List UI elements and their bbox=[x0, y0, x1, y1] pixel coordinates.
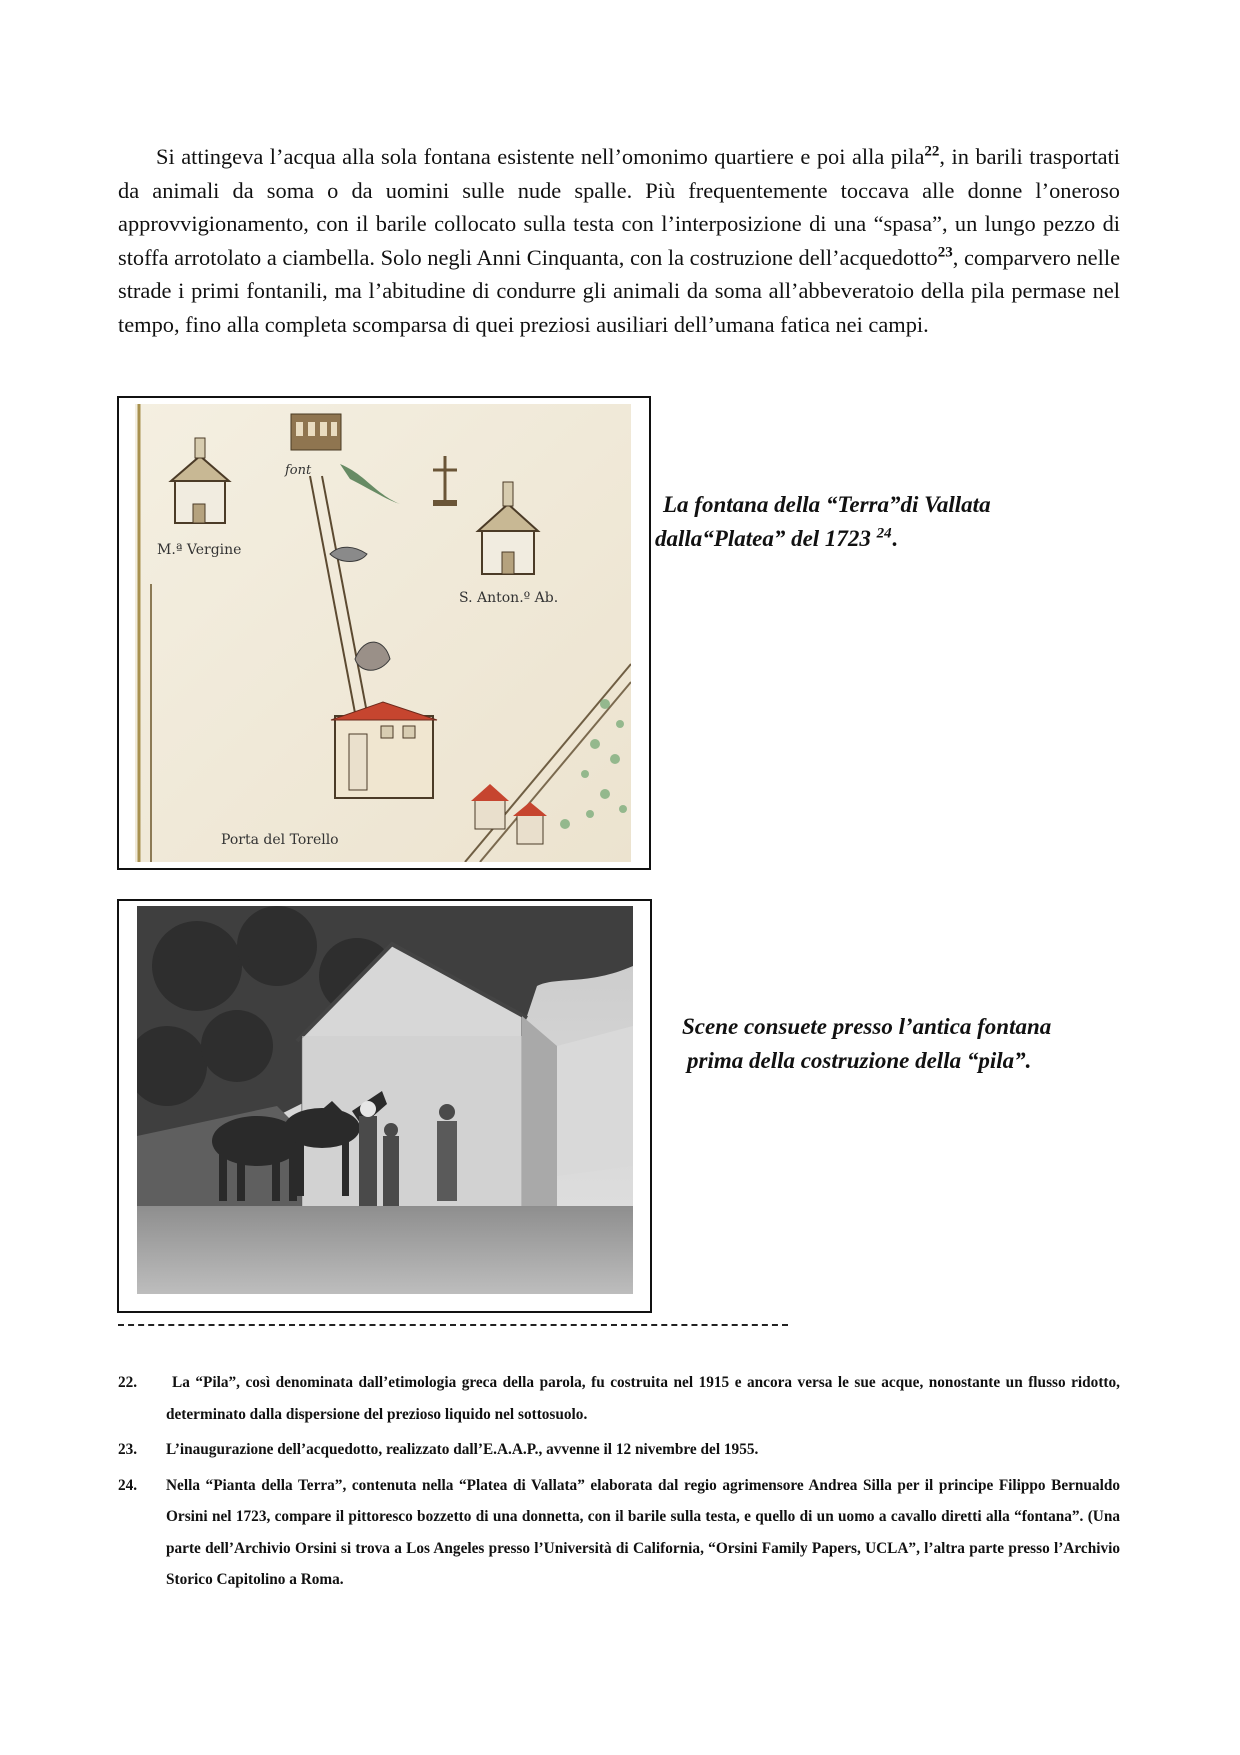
footnote-number: 24. bbox=[118, 1476, 138, 1494]
footnote-number: 22. bbox=[118, 1374, 138, 1391]
map-caption-line-1: La fontana della “Terra”di Vallata bbox=[663, 492, 991, 517]
body-paragraph bbox=[118, 140, 1120, 342]
paragraph-text-3: , comparvero nelle strade i primi fontanili, ma l’abitudine di condurre gli animali da soma all’abbeveratoio della pila permase nel tempo, fino alla completa scomparsa di quei preziosi ausiliari dell’umana fatica nei campi. bbox=[118, 244, 1121, 337]
photo-caption-line-2: prima della costruzione della “pila”. bbox=[687, 1048, 1032, 1073]
footnote-number: 23. bbox=[118, 1441, 138, 1458]
map-caption bbox=[655, 488, 991, 556]
map-image bbox=[135, 404, 631, 862]
footnote-23 bbox=[118, 1434, 1120, 1466]
map-figure bbox=[117, 396, 651, 870]
map-caption-end: . bbox=[891, 526, 898, 551]
photo-caption-line-1: Scene consuete presso l’antica fontana bbox=[682, 1014, 1052, 1039]
map-caption-text: dalla“Platea” del 1723 bbox=[655, 526, 877, 551]
footnote-22 bbox=[118, 1367, 1120, 1430]
footnote-ref-24[interactable]: 24 bbox=[876, 525, 892, 542]
map-caption-line-2 bbox=[655, 522, 991, 556]
footnote-ref-23[interactable]: 23 bbox=[937, 244, 953, 261]
footnote-text: Nella “Pianta della Terra”, contenuta nella “Platea di Vallata” elaborata dal regio agrimensore Andrea Silla per il principe Filippo Bernualdo Orsini nel 1723, compare il pittoresco bozzetto di una donnetta, con il barile sulla testa, e quello di un uomo a cavallo diretti alla “fontana”. (Una parte dell’Archivio Orsini si trova a Los Angeles presso l’Università di California, “Orsini Family Papers, UCLA”, l’altra parte presso l’Archivio Storico Capitolino a Roma. bbox=[166, 1476, 1120, 1588]
photo-figure bbox=[117, 899, 652, 1313]
photo-caption bbox=[682, 1010, 1051, 1078]
map-label-vergine: M.ª Vergine bbox=[157, 542, 242, 558]
footnote-text: La “Pila”, così denominata dall’etimologia greca della parola, fu costruita nel 1915 e ancora versa le sue acque, nonostante un flusso ridotto, determinato dalla dispersione del prezioso liquido nel sottosuolo. bbox=[166, 1374, 1120, 1423]
footnote-24 bbox=[118, 1470, 1120, 1596]
map-label-antonio: S. Anton.º Ab. bbox=[459, 590, 559, 606]
paragraph-text-2: , in barili trasportati da animali da soma o da uomini sulle nude spalle. Più frequentemente toccava alle donne l’oneroso approvvigionamento, con il barile collocato sulla testa con l’interposizione di una “spasa”, un lungo pezzo di stoffa arrotolato a ciambella. Solo negli Anni Cinquanta, con la costruzione dell’acquedotto bbox=[118, 144, 1121, 270]
paragraph-text-1: Si attingeva l’acqua alla sola fontana esistente nell’omonimo quartiere e poi alla pila bbox=[156, 144, 925, 169]
footnote-ref-22[interactable]: 22 bbox=[924, 143, 940, 160]
footnote-text: L’inaugurazione dell’acquedotto, realizzato dall’E.A.A.P., avvenne il 12 nivembre del 1955. bbox=[166, 1441, 759, 1458]
footnotes bbox=[118, 1367, 1120, 1600]
map-label-fonte: font bbox=[285, 463, 312, 478]
footnote-separator bbox=[118, 1324, 788, 1326]
map-label-porta: Porta del Torello bbox=[221, 832, 339, 848]
photo-image bbox=[137, 906, 633, 1294]
